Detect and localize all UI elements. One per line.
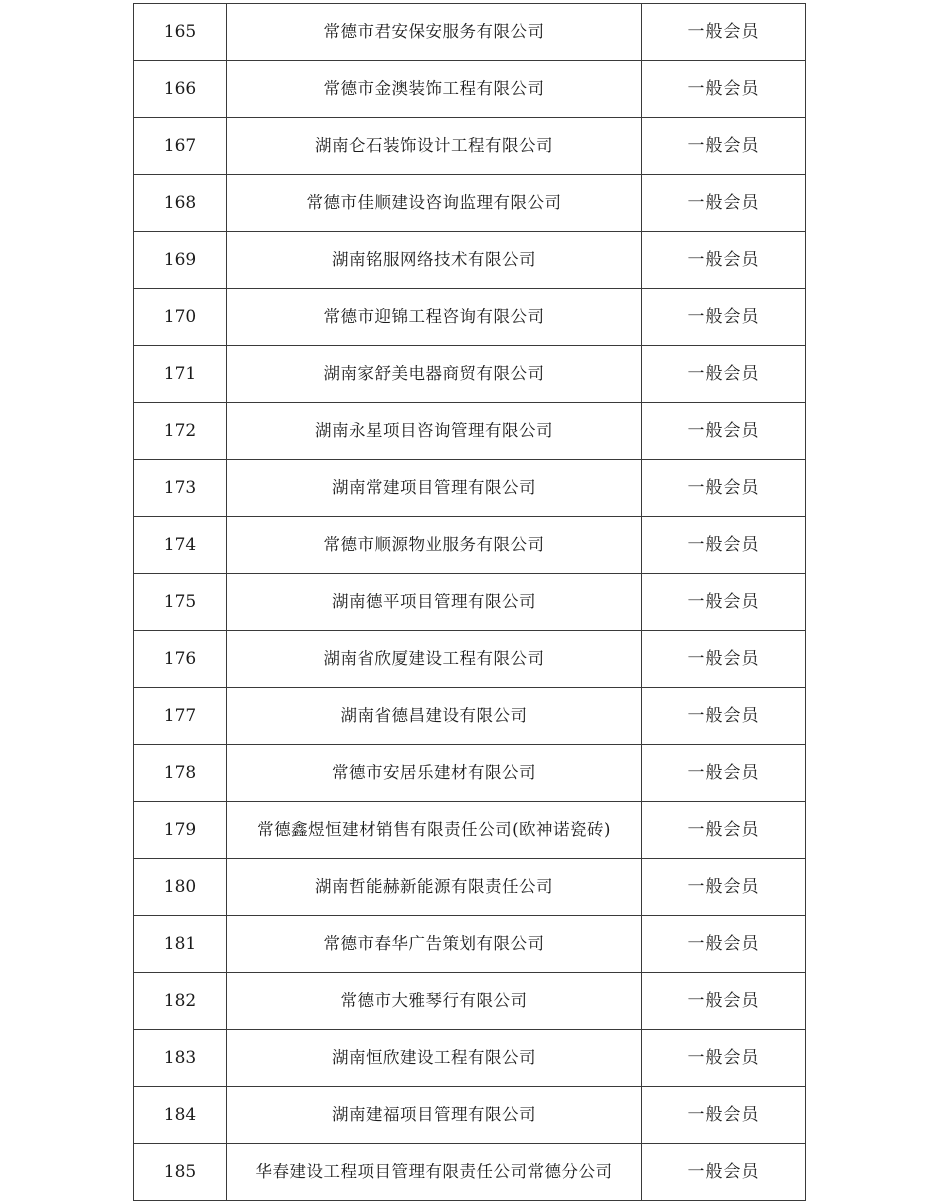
table-row	[134, 175, 806, 232]
table-row	[134, 4, 806, 61]
row-number: 166	[134, 61, 227, 118]
company-name: 湖南常建项目管理有限公司	[227, 460, 642, 517]
table-row	[134, 859, 806, 916]
member-type: 一般会员	[642, 859, 806, 916]
company-name: 常德市君安保安服务有限公司	[227, 4, 642, 61]
member-type: 一般会员	[642, 574, 806, 631]
company-name: 湖南省欣厦建设工程有限公司	[227, 631, 642, 688]
company-name: 湖南家舒美电器商贸有限公司	[227, 346, 642, 403]
row-number: 174	[134, 517, 227, 574]
table-row	[134, 232, 806, 289]
row-number: 184	[134, 1087, 227, 1144]
company-name: 湖南永星项目咨询管理有限公司	[227, 403, 642, 460]
table-row	[134, 916, 806, 973]
row-number: 176	[134, 631, 227, 688]
row-number: 182	[134, 973, 227, 1030]
table-row	[134, 460, 806, 517]
company-name: 常德市迎锦工程咨询有限公司	[227, 289, 642, 346]
table-row	[134, 688, 806, 745]
company-name: 常德市大雅琴行有限公司	[227, 973, 642, 1030]
table-row	[134, 574, 806, 631]
row-number: 171	[134, 346, 227, 403]
table-row	[134, 1087, 806, 1144]
row-number: 165	[134, 4, 227, 61]
company-name: 常德鑫煜恒建材销售有限责任公司(欧神诺瓷砖)	[227, 802, 642, 859]
row-number: 177	[134, 688, 227, 745]
member-type: 一般会员	[642, 175, 806, 232]
company-name: 湖南铭服网络技术有限公司	[227, 232, 642, 289]
row-number: 178	[134, 745, 227, 802]
row-number: 181	[134, 916, 227, 973]
member-type: 一般会员	[642, 61, 806, 118]
member-type: 一般会员	[642, 232, 806, 289]
member-type: 一般会员	[642, 916, 806, 973]
company-name: 湖南建福项目管理有限公司	[227, 1087, 642, 1144]
member-type: 一般会员	[642, 802, 806, 859]
company-name: 常德市佳顺建设咨询监理有限公司	[227, 175, 642, 232]
table-row	[134, 973, 806, 1030]
company-name: 湖南省德昌建设有限公司	[227, 688, 642, 745]
table-row	[134, 745, 806, 802]
table-row	[134, 631, 806, 688]
table-row	[134, 403, 806, 460]
row-number: 170	[134, 289, 227, 346]
member-type: 一般会员	[642, 346, 806, 403]
row-number: 173	[134, 460, 227, 517]
member-type: 一般会员	[642, 4, 806, 61]
member-type: 一般会员	[642, 460, 806, 517]
company-name: 湖南恒欣建设工程有限公司	[227, 1030, 642, 1087]
table-row	[134, 1030, 806, 1087]
member-list-body	[134, 4, 806, 1201]
member-type: 一般会员	[642, 631, 806, 688]
member-type: 一般会员	[642, 688, 806, 745]
table-row	[134, 118, 806, 175]
company-name: 常德市安居乐建材有限公司	[227, 745, 642, 802]
company-name: 湖南哲能赫新能源有限责任公司	[227, 859, 642, 916]
member-type: 一般会员	[642, 403, 806, 460]
member-type: 一般会员	[642, 1144, 806, 1201]
row-number: 175	[134, 574, 227, 631]
member-type: 一般会员	[642, 118, 806, 175]
member-type: 一般会员	[642, 1087, 806, 1144]
row-number: 180	[134, 859, 227, 916]
table-row	[134, 1144, 806, 1201]
company-name: 常德市春华广告策划有限公司	[227, 916, 642, 973]
table-row	[134, 802, 806, 859]
member-type: 一般会员	[642, 517, 806, 574]
row-number: 167	[134, 118, 227, 175]
row-number: 168	[134, 175, 227, 232]
company-name: 湖南德平项目管理有限公司	[227, 574, 642, 631]
table-row	[134, 517, 806, 574]
member-type: 一般会员	[642, 745, 806, 802]
member-type: 一般会员	[642, 973, 806, 1030]
company-name: 华春建设工程项目管理有限责任公司常德分公司	[227, 1144, 642, 1201]
row-number: 179	[134, 802, 227, 859]
row-number: 185	[134, 1144, 227, 1201]
table-row	[134, 61, 806, 118]
row-number: 183	[134, 1030, 227, 1087]
row-number: 169	[134, 232, 227, 289]
company-name: 湖南仑石装饰设计工程有限公司	[227, 118, 642, 175]
table-row	[134, 346, 806, 403]
member-list-table	[133, 3, 806, 1201]
table-row	[134, 289, 806, 346]
company-name: 常德市顺源物业服务有限公司	[227, 517, 642, 574]
member-type: 一般会员	[642, 1030, 806, 1087]
row-number: 172	[134, 403, 227, 460]
company-name: 常德市金澳装饰工程有限公司	[227, 61, 642, 118]
member-type: 一般会员	[642, 289, 806, 346]
